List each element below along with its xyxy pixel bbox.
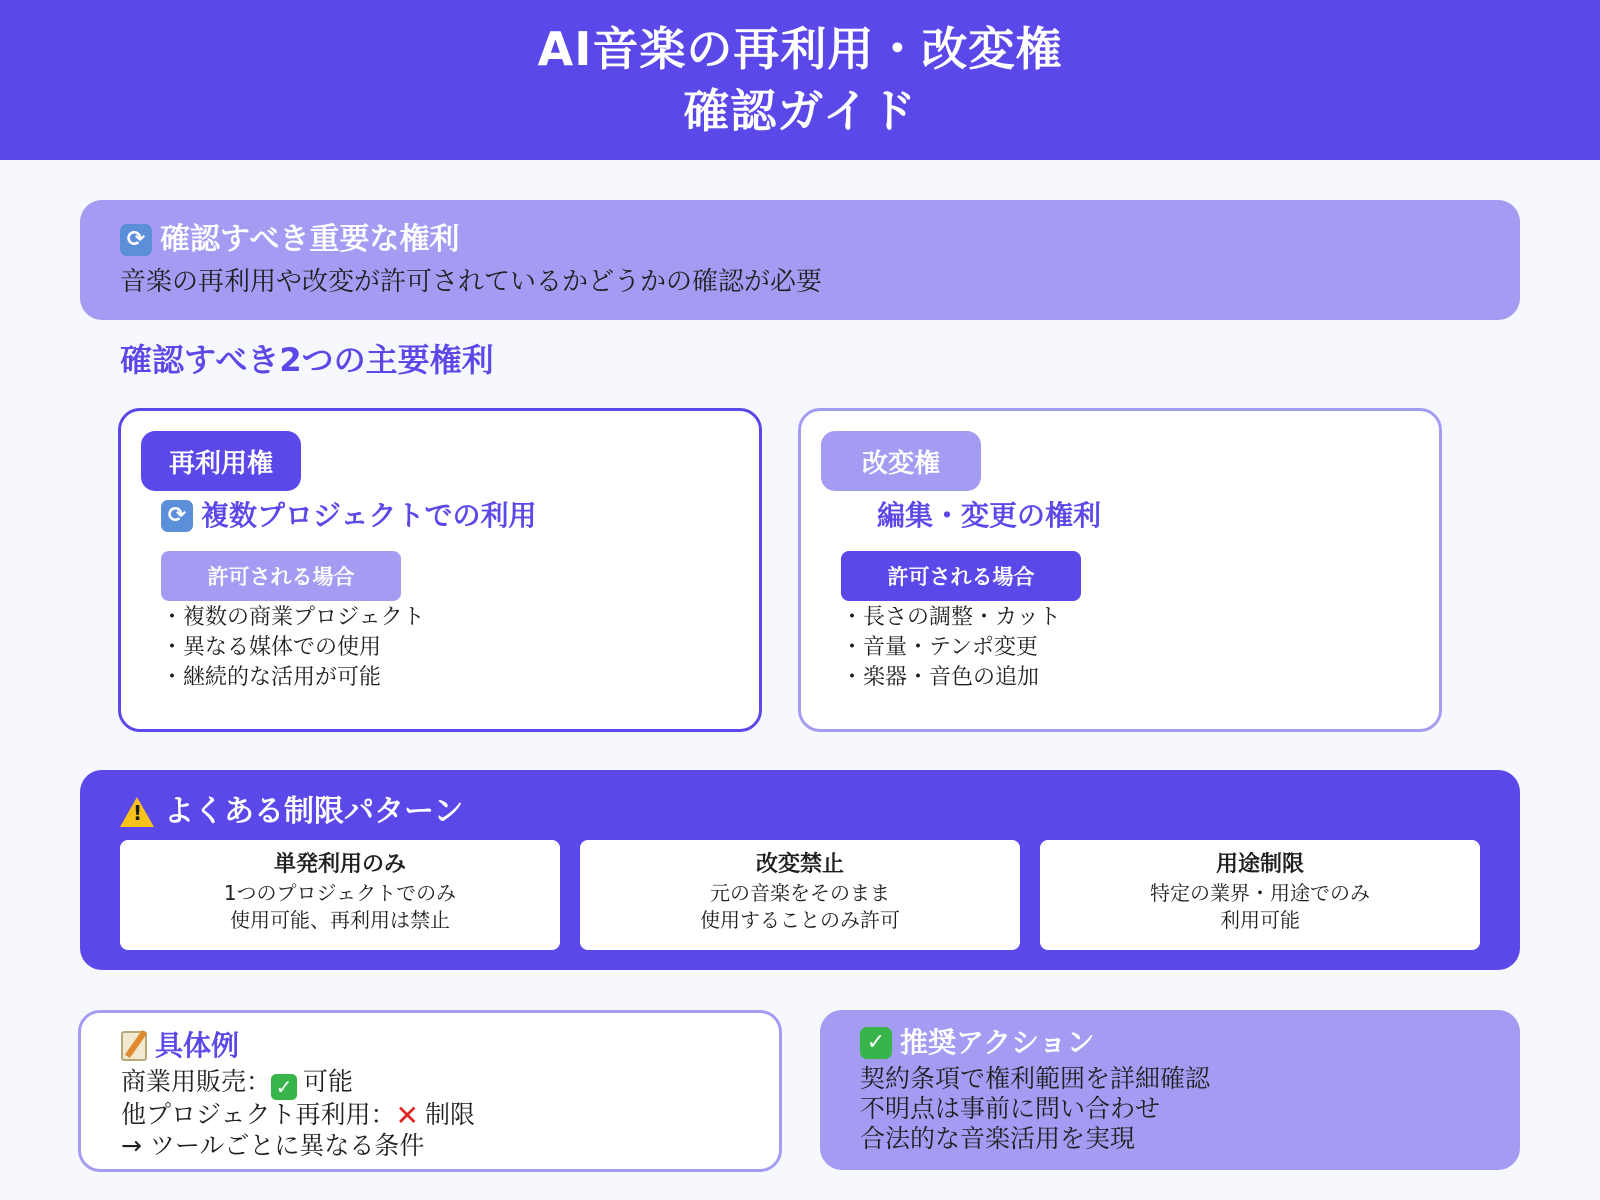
list-item: ・ 複数の商業プロジェクト — [161, 603, 425, 633]
reuse-rights-subtitle: 複数プロジェクトでの利用 — [201, 499, 537, 532]
restriction-card-desc-2: 使用可能、再利用は禁止 — [230, 908, 450, 932]
list-item: ・ 長さの調整・カット — [841, 603, 1061, 633]
modify-permit-label: 許可される場合 — [841, 551, 1081, 601]
restriction-card-desc-2: 使用することのみ許可 — [700, 908, 900, 932]
restriction-title: よくある制限パターン — [164, 794, 464, 829]
recommended-action-panel — [820, 1010, 1520, 1170]
refresh-icon: ⟳ — [120, 224, 152, 256]
list-item: ・ 音量・テンポ変更 — [841, 633, 1061, 663]
page-title-line2: 確認ガイド — [683, 84, 917, 138]
section-heading: 確認すべき2つの主要権利 — [120, 341, 494, 379]
example-line-commercial — [121, 1067, 739, 1100]
modify-rights-card — [798, 408, 1442, 732]
memo-icon — [121, 1031, 147, 1061]
restriction-card-single-use — [120, 840, 560, 950]
restriction-card-desc-1: 1つのプロジェクトでのみ — [223, 881, 457, 905]
action-title-row — [860, 1022, 1480, 1064]
restriction-card-title: 単発利用のみ — [273, 852, 406, 877]
restriction-card-desc-2: 利用可能 — [1220, 908, 1300, 932]
reuse-permit-list — [161, 603, 425, 693]
restriction-title-row — [120, 790, 463, 834]
restriction-card-title: 用途制限 — [1215, 852, 1304, 877]
list-item: ・ 異なる媒体での使用 — [161, 633, 425, 663]
restriction-card-title: 改変禁止 — [755, 852, 844, 877]
example-title-row — [121, 1025, 739, 1067]
banner-title-row — [120, 220, 1480, 260]
banner-title: 確認すべき重要な権利 — [160, 222, 460, 257]
reuse-rights-card — [118, 408, 762, 732]
action-title: 推奨アクション — [900, 1026, 1095, 1059]
restriction-card-usage-limit — [1040, 840, 1480, 950]
check-icon: ✓ — [271, 1074, 297, 1100]
example-panel — [78, 1010, 782, 1172]
page-title-line1: AI音楽の再利用・改変権 — [537, 22, 1063, 76]
page-header — [0, 0, 1600, 160]
refresh-icon: ⟳ — [161, 500, 193, 532]
cross-icon: ✕ — [395, 1099, 419, 1132]
example-line-value: 可能 — [303, 1067, 354, 1096]
modify-permit-list — [841, 603, 1061, 693]
restriction-card-desc-1: 元の音楽をそのまま — [710, 881, 890, 905]
restriction-card-no-modify — [580, 840, 1020, 950]
list-item: ・ 継続的な活用が可能 — [161, 663, 425, 693]
example-line-value: 制限 — [424, 1100, 475, 1129]
reuse-permit-label: 許可される場合 — [161, 551, 401, 601]
restriction-card-desc-1: 特定の業界・用途でのみ — [1150, 881, 1370, 905]
list-item: ・ 楽器・音色の追加 — [841, 663, 1061, 693]
modify-rights-subtitle: 編集・変更の権利 — [877, 499, 1102, 532]
important-rights-banner — [80, 200, 1520, 320]
reuse-rights-subtitle-row — [161, 491, 536, 541]
action-line: 合法的な音楽活用を実現 — [860, 1124, 1136, 1153]
example-line-reuse — [121, 1100, 739, 1131]
action-line: 不明点は事前に問い合わせ — [860, 1094, 1161, 1123]
restriction-patterns-panel — [80, 770, 1520, 970]
modify-rights-label: 改変権 — [821, 431, 981, 491]
example-line-note: → ツールごとに異なる条件 — [121, 1131, 425, 1160]
modify-rights-subtitle-row — [877, 491, 1101, 541]
example-line-label: 他プロジェクト再利用： — [121, 1100, 396, 1129]
banner-description: 音楽の再利用や改変が許可されているかどうかの確認が必要 — [120, 267, 823, 297]
example-title: 具体例 — [155, 1029, 240, 1062]
reuse-rights-label: 再利用権 — [141, 431, 301, 491]
warning-icon — [120, 797, 154, 827]
check-icon: ✓ — [860, 1027, 892, 1059]
example-line-label: 商業用販売： — [121, 1067, 272, 1096]
action-line: 契約条項で権利範囲を詳細確認 — [860, 1064, 1211, 1093]
